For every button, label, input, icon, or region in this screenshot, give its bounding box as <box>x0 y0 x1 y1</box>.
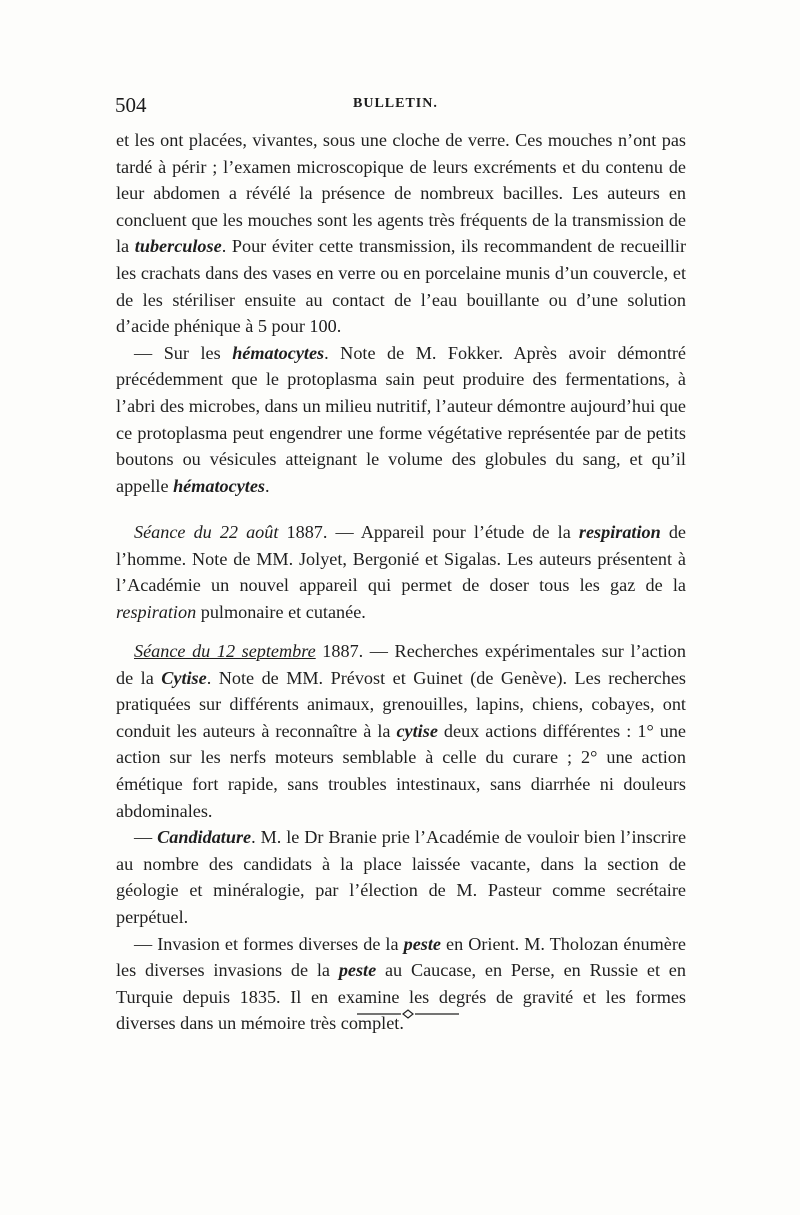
text-block-seance-12-septembre <box>116 638 686 1037</box>
text-run: . <box>265 475 270 496</box>
text-run-italic: Séance du 12 septembre <box>134 641 316 661</box>
page-header <box>115 93 685 117</box>
text-run: 1887. — Appareil pour l’étude de la <box>278 522 579 542</box>
text-run: — Sur les <box>134 342 233 363</box>
page-number: 504 <box>115 93 147 117</box>
text-run-italic: respiration <box>578 522 661 542</box>
text-run: . M. le Dr Branie prie l’Académie de vouloir bien l’inscrire au nombre des candidats à la place laissée vacante, dans la section de géologie et minéralogie, par l’élection de M. Pasteur comme secrétaire perpétuel. <box>116 827 687 927</box>
text-run-italic: hématocytes <box>173 475 265 496</box>
paragraph-hematocytes <box>116 340 686 500</box>
text-run: . Pour éviter cette transmission, ils recommandent de recueillir les crachats dans des vases en verre ou en porcelaine munis d’un couvercle, et de les stériliser ensuite au contact de l’eau bouillante ou d’une solution d’acide phénique à 5 pour 100. <box>116 236 686 337</box>
text-run-italic: Candidature <box>157 827 252 848</box>
text-run: deux actions différentes : 1° une action sur les nerfs moteurs semblable à celle du curare ; 2° une action émétique fort rapide, sans troubles intestinaux, sans diarrhée ni douleurs abdominales. <box>116 720 686 821</box>
text-block-fokker <box>116 127 686 499</box>
text-run-italic: peste <box>338 960 377 981</box>
text-run: au Caucase, en Perse, en Russie et en Turquie depuis 1835. Il en examine les degrés de gravité et les formes diverses dans un mémoire très complet. <box>116 960 686 1034</box>
text-run: 1887. — Recherches expérimentales sur l’action de la <box>116 641 686 688</box>
text-run: de l’homme. Note de MM. Jolyet, Bergonié et Sigalas. Les auteurs présentent à l’Académie un nouvel appareil qui permet de doser tous les gaz de la <box>116 522 686 596</box>
text-run: — <box>134 827 158 848</box>
text-run: . Note de M. Fokker. Après avoir démontré précédemment que le protoplasma sain peut produire des fermentations, à l’abri des microbes, dans un milieu nutritif, l’auteur démontre aujourd’hui que ce protoplasma peut engendrer une forme végétative représentée par de petits boutons ou vésicules atteignant le volume des globules du sang, et qu’il appelle <box>116 342 687 496</box>
end-ornament-rule <box>357 1009 459 1019</box>
text-run-italic: hématocytes <box>232 342 325 363</box>
paragraph-candidature <box>116 824 686 930</box>
text-run-italic: peste <box>403 933 441 954</box>
text-run-italic: cytise <box>396 720 438 741</box>
text-run: — Invasion et formes diverses de la <box>134 933 404 954</box>
running-title: BULLETIN. <box>353 96 438 111</box>
paragraph-cytise <box>116 638 686 824</box>
text-run: et les ont placées, vivantes, sous une cloche de verre. Ces mouches n’ont pas tardé à périr ; l’examen microscopique de leurs excréments et du contenu de leur abdomen a révélé la présence de nombreux bacilles. Les auteurs en concluent que les mouches sont les agents très fréquents de la transmission de la <box>116 130 686 257</box>
text-run-italic: Cytise <box>161 667 207 688</box>
text-run-italic: Séance du 22 août <box>134 522 279 542</box>
text-run-italic: respiration <box>116 601 197 622</box>
text-run-italic: tuberculose <box>134 236 222 257</box>
text-run: . Note de MM. Prévost et Guinet (de Genève). Les recherches pratiquées sur différents animaux, grenouilles, lapins, chiens, cobayes, ont conduit les auteurs à reconnaître à la <box>116 667 686 741</box>
text-run: pulmonaire et cutanée. <box>196 601 366 622</box>
paragraph-respiration <box>116 519 686 625</box>
paragraph-peste <box>116 931 686 1037</box>
paragraph-flies-tuberculosis <box>116 127 686 340</box>
text-run: en Orient. M. Tholozan énumère les diverses invasions de la <box>116 933 687 981</box>
text-block-seance-22-aout <box>116 519 686 625</box>
